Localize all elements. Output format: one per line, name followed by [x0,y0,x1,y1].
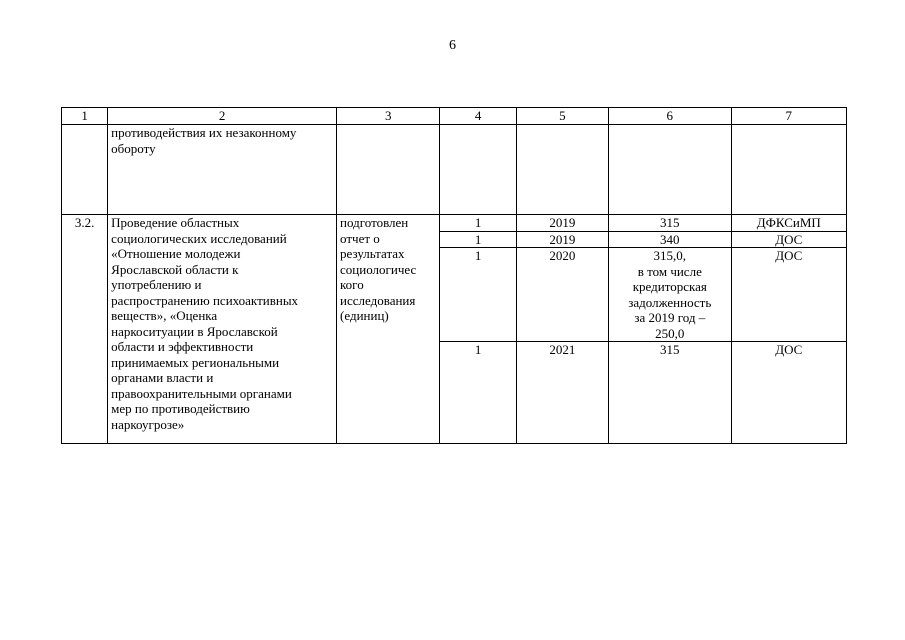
item-title: Проведение областных социологических исследований «Отношение молодежи Ярославской области к употреблению и распространению психоактивных веществ», «Оценка наркоситуации в Ярославской области и эффективности принимаемых региональными органами власти и правоохранительными органами мер по противодействию наркоугрозе» [111,215,299,432]
column-header: 4 [440,108,516,125]
table-cell [609,125,731,215]
continuation-text: противодействия их незаконному обороту [111,125,297,156]
page-number: 6 [449,38,456,53]
executor: ДОС [731,342,847,444]
item-number: 3.2. [62,215,108,444]
table-cell [516,125,608,215]
table-cell [62,125,108,215]
column-header: 1 [62,108,108,125]
table-cell [731,125,847,215]
funding-amount: 315,0, в том числе кредиторская задолженность за 2019 год – 250,0 [609,248,731,342]
table-cell [440,125,516,215]
year: 2019 [516,231,608,248]
funding-amount: 340 [609,231,731,248]
column-header: 2 [108,108,337,125]
column-header: 3 [337,108,440,125]
year: 2019 [516,215,608,232]
indicator-value: 1 [440,215,516,232]
column-header: 5 [516,108,608,125]
column-header: 7 [731,108,847,125]
table-cell [337,125,440,215]
indicator-text: подготовлен отчет о результатах социологичес кого исследования (единиц) [340,215,417,323]
indicator-cell [337,215,440,444]
year: 2020 [516,248,608,342]
continuation-row [62,125,847,215]
funding-amount: 315 [609,215,731,232]
executor: ДОС [731,248,847,342]
table-header-row [62,108,847,125]
program-table [61,107,847,444]
table-cell [108,125,337,215]
table-row [62,215,847,232]
item-title-cell [108,215,337,444]
indicator-value: 1 [440,342,516,444]
funding-amount: 315 [609,342,731,444]
executor: ДОС [731,231,847,248]
indicator-value: 1 [440,231,516,248]
indicator-value: 1 [440,248,516,342]
executor: ДФКСиМП [731,215,847,232]
column-header: 6 [609,108,731,125]
year: 2021 [516,342,608,444]
